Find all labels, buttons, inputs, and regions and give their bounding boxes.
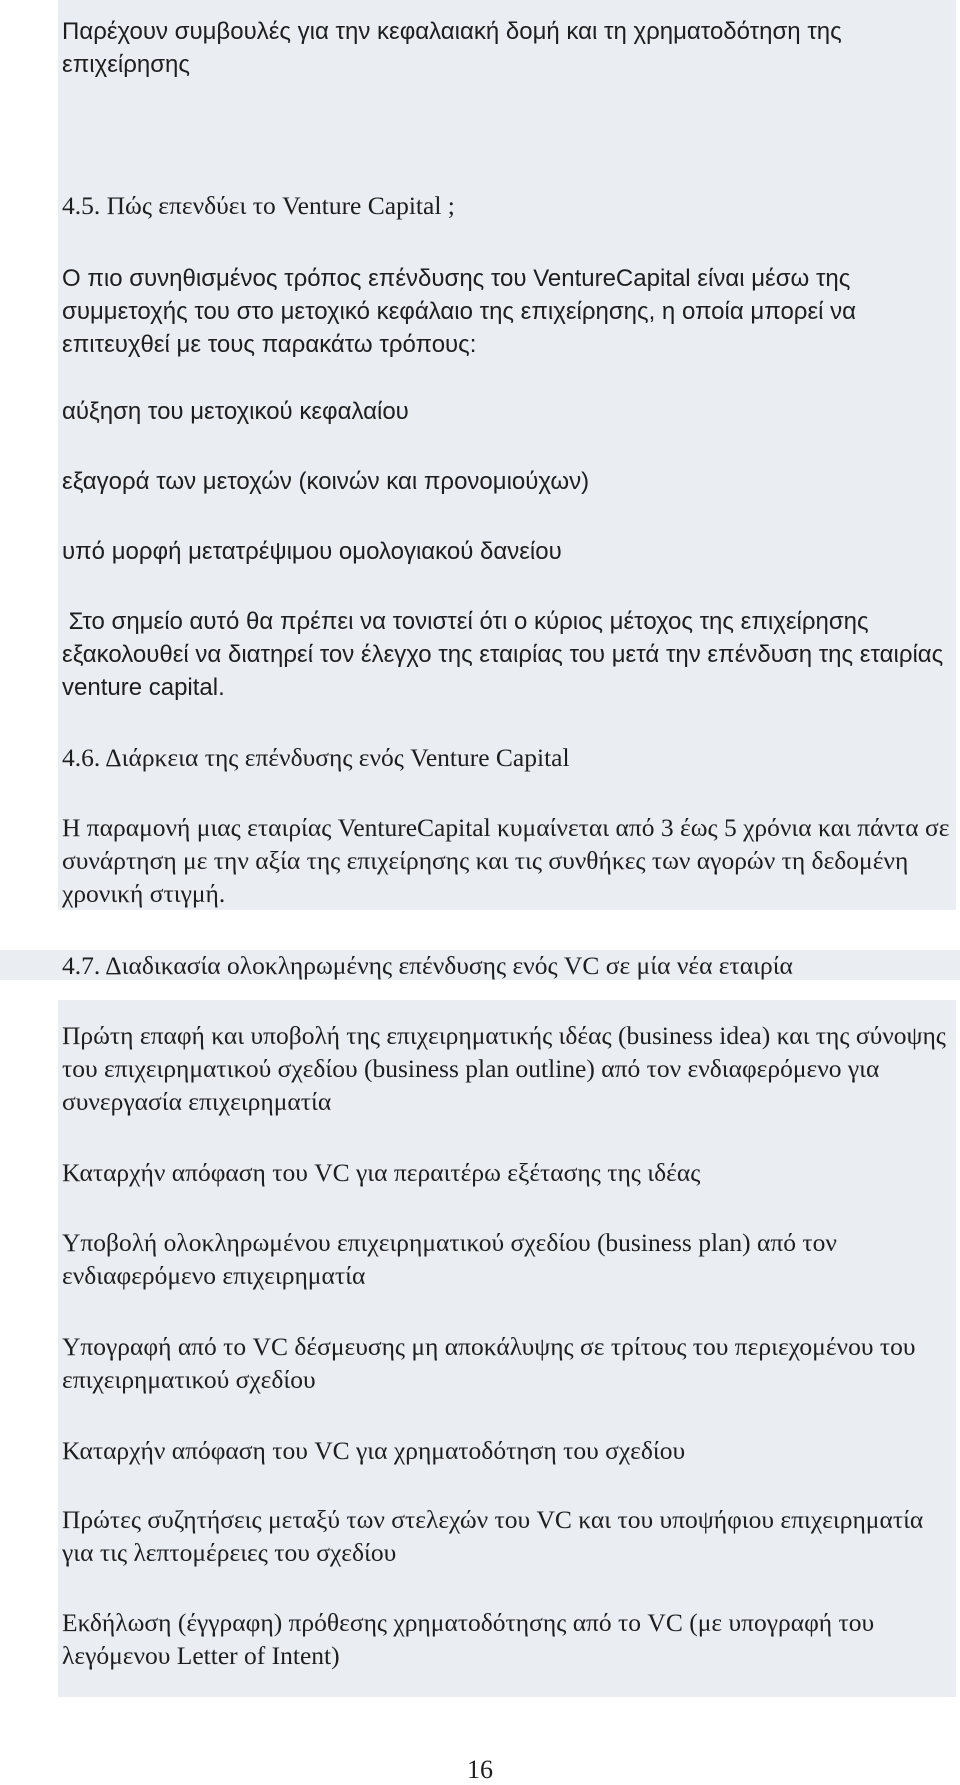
list-item: Καταρχήν απόφαση του VC για περαιτέρω εξέτασης της ιδέας [62, 1158, 701, 1187]
intro-paragraph: Παρέχουν συμβουλές για την κεφαλαιακή δομή και τη χρηματοδότηση της επιχείρησης [62, 18, 842, 78]
list-item: Καταρχήν απόφαση του VC για χρηματοδότηση του σχεδίου [62, 1436, 686, 1465]
section-4-5-body: Ο πιο συνηθισμένος τρόπος επένδυσης του VentureCapital είναι μέσω της συμμετοχής του στο μετοχικό κεφάλαιο της επιχείρησης, η οποία μπορεί να επιτευχθεί με τους παρακάτω τρόπους: [62, 265, 857, 358]
section-4-5-heading: 4.5. Πώς επενδύει το Venture Capital ; [62, 191, 455, 220]
list-item: Εκδήλωση (έγγραφη) πρόθεσης χρηματοδότησης από το VC (με υπογραφή του λεγόμενου Letter of Intent) [62, 1608, 875, 1670]
list-item: υπό μορφή μετατρέψιμου ομολογιακού δανείου [62, 538, 562, 565]
page-number: 16 [467, 1755, 493, 1784]
section-4-5-note: Στο σημείο αυτό θα πρέπει να τονιστεί ότι ο κύριος μέτοχος της επιχείρησης εξακολουθεί να διατηρεί τον έλεγχο της εταιρίας του μετά την επένδυση της εταιρίας venture capital. [62, 608, 950, 701]
section-4-7-heading: 4.7. Διαδικασία ολοκληρωμένης επένδυσης ενός VC σε μία νέα εταιρία [62, 951, 793, 980]
section-4-6-heading: 4.6. Διάρκεια της επένδυσης ενός Venture Capital [62, 743, 570, 772]
list-item: Πρώτη επαφή και υποβολή της επιχειρηματικής ιδέας (business idea) και της σύνοψης του επιχειρηματικού σχεδίου (business plan outline) από τον ενδιαφερόμενο για συνεργασία επιχειρηματία [62, 1021, 946, 1116]
section-4-6-body: Η παραμονή μιας εταιρίας VentureCapital κυμαίνεται από 3 έως 5 χρόνια και πάντα σε συνάρτηση με την αξία της επιχείρησης και τις συνθήκες των αγορών τη δεδομένη χρονική στιγμή. [62, 813, 950, 908]
list-item: αύξηση του μετοχικού κεφαλαίου [62, 398, 409, 425]
list-item: Υπογραφή από το VC δέσμευσης μη αποκάλυψης σε τρίτους του περιεχομένου του επιχειρηματικού σχεδίου [62, 1332, 916, 1394]
list-item: εξαγορά των μετοχών (κοινών και προνομιούχων) [62, 468, 590, 495]
list-item: Πρώτες συζητήσεις μεταξύ των στελεχών του VC και του υποψήφιου επιχειρηματία για τις λεπτομέρειες του σχεδίου [62, 1505, 924, 1567]
list-item: Υποβολή ολοκληρωμένου επιχειρηματικού σχεδίου (business plan) από τον ενδιαφερόμενο επιχειρηματία [62, 1228, 837, 1290]
